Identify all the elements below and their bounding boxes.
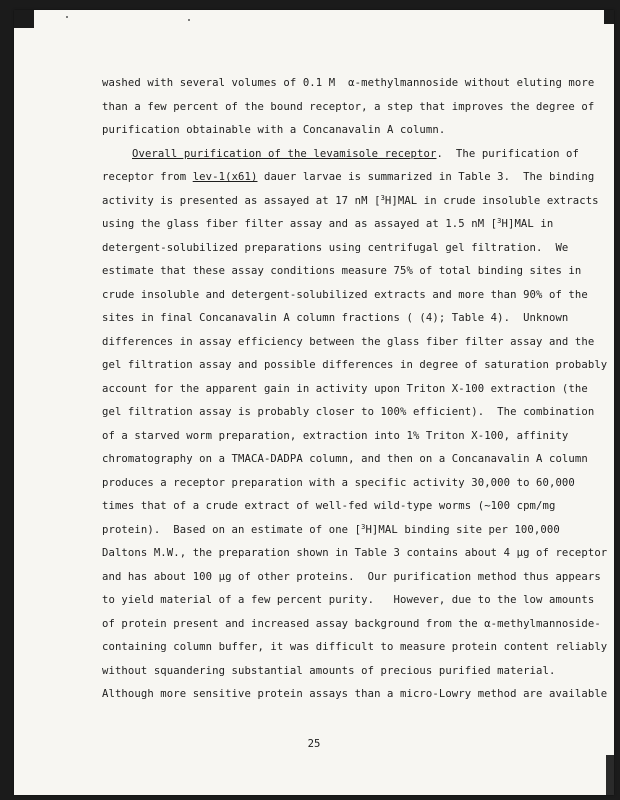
text-line: account for the apparent gain in activity upon Triton X-100 extraction (the xyxy=(102,382,588,395)
page-corner-shadow xyxy=(14,10,34,28)
text-line: chromatography on a TMACA-DADPA column, and then on a Concanavalin A column xyxy=(102,453,588,465)
text-fragment: dauer larvae is summarized in Table 3. The binding xyxy=(257,171,595,183)
text-line: of a starved worm preparation, extraction into 1% Triton X-100, affinity xyxy=(102,429,569,442)
text-fragment: H]MAL in crude insoluble extracts xyxy=(384,194,599,207)
section-heading: Overall purification of the levamisole receptor xyxy=(132,147,437,160)
text-line: estimate that these assay conditions measure 75% of total binding sites in xyxy=(102,265,582,277)
text-line: gel filtration assay is probably closer to 100% efficient). The combination xyxy=(102,406,595,418)
text-line: detergent-solubilized preparations using centrifugal gel filtration. We xyxy=(102,241,569,254)
text-line: times that of a crude extract of well-fed wild-type worms (~100 cpm/mg xyxy=(102,500,556,512)
text-fragment: using the glass fiber filter assay and as assayed at 1.5 nM [ xyxy=(102,218,498,230)
text-line xyxy=(102,143,579,167)
text-fragment: H]MAL binding site per 100,000 xyxy=(365,523,560,536)
text-line xyxy=(102,213,572,237)
text-line: to yield material of a few percent purity. However, due to the low amounts xyxy=(102,594,595,606)
text-fragment: H]MAL in xyxy=(501,218,554,230)
text-line: without squandering substantial amounts of precious purified material. xyxy=(102,664,556,677)
text-line: differences in assay efficiency between the glass fiber filter assay and the xyxy=(102,335,595,348)
text-line xyxy=(102,190,599,214)
text-line xyxy=(102,519,572,543)
page-edge-shadow xyxy=(606,755,614,795)
text-line: Although more sensitive protein assays than a micro-Lowry method are available xyxy=(102,688,608,700)
document-page xyxy=(14,10,614,795)
text-line: Daltons M.W., the preparation shown in Table 3 contains about 4 μg of receptor xyxy=(102,547,608,559)
superscript: 3 xyxy=(361,522,366,531)
text-line: crude insoluble and detergent-solubilized extracts and more than 90% of the xyxy=(102,288,588,301)
text-line: of protein present and increased assay background from the α-methylmannoside- xyxy=(102,617,601,630)
superscript: 3 xyxy=(380,193,385,202)
text-line xyxy=(102,166,595,190)
text-line: produces a receptor preparation with a specific activity 30,000 to 60,000 xyxy=(102,476,575,489)
paper-speck xyxy=(66,16,68,18)
text-fragment: . The purification of xyxy=(436,147,579,160)
strain-name: lev-1(x61) xyxy=(192,171,258,183)
text-line: and has about 100 μg of other proteins. Our purification method thus appears xyxy=(102,570,601,583)
text-fragment: activity is presented as assayed at 17 nM [ xyxy=(102,194,381,207)
text-line: containing column buffer, it was difficult to measure protein content reliably xyxy=(102,641,608,653)
superscript: 3 xyxy=(497,217,502,225)
text-line: sites in final Concanavalin A column fractions ( (4); Table 4). Unknown xyxy=(102,312,569,324)
paper-speck xyxy=(188,19,190,21)
text-line: purification obtainable with a Concanavalin A column. xyxy=(102,124,446,136)
body-text xyxy=(102,72,608,707)
text-fragment: protein). Based on an estimate of one [ xyxy=(102,523,362,536)
page-corner-shadow xyxy=(604,10,614,24)
text-fragment: receptor from xyxy=(102,171,193,183)
text-line: washed with several volumes of 0.1 M α-methylmannoside without eluting more xyxy=(102,77,595,89)
text-line: gel filtration assay and possible differences in degree of saturation probably xyxy=(102,359,608,371)
text-line: than a few percent of the bound receptor, a step that improves the degree of xyxy=(102,100,595,113)
page-number: 25 xyxy=(307,738,321,750)
